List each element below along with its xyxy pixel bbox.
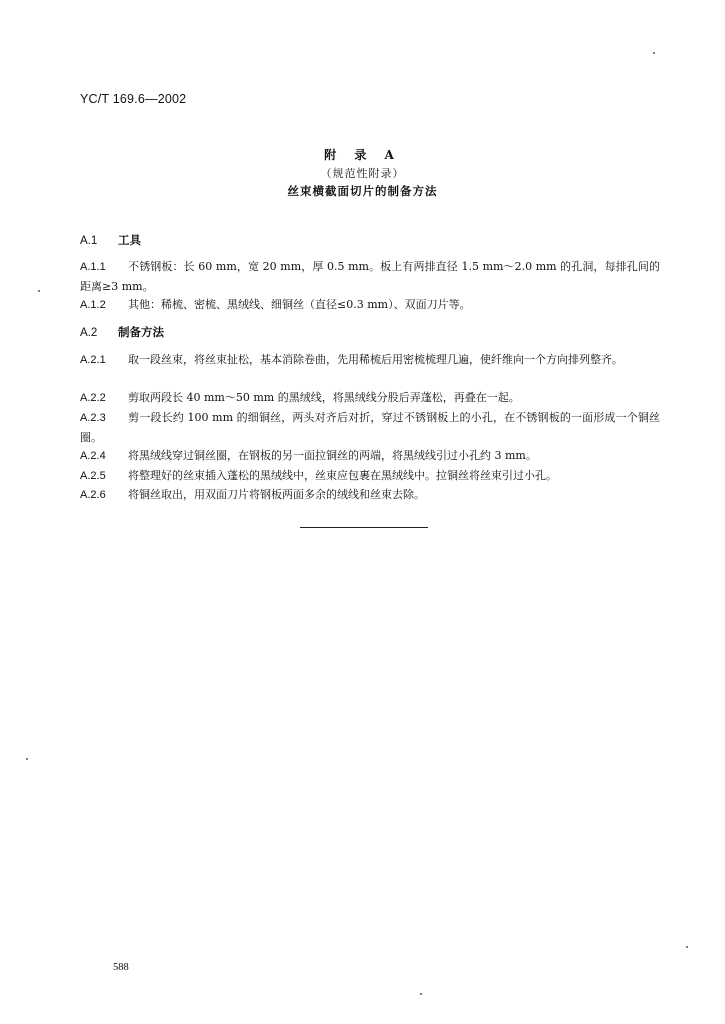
clause-a-2-2 xyxy=(80,388,660,408)
clause-text: 取一段丝束，将丝束扯松，基本消除卷曲，先用稀梳后用密梳梳理几遍，使纤维向一个方向排列整齐。 xyxy=(128,353,623,366)
clause-number: A.2.4 xyxy=(80,450,106,462)
scan-speck xyxy=(26,758,28,760)
page-number: 588 xyxy=(113,962,129,973)
clause-text: 不锈钢板：长 60 mm，宽 20 mm，厚 0.5 mm。板上有两排直径 1.5 mm～2.0 mm 的孔洞，每排孔间的距离≥3 mm。 xyxy=(80,260,660,293)
scan-speck xyxy=(653,52,655,54)
clause-number: A.2.5 xyxy=(80,470,106,482)
clause-number: A.2.6 xyxy=(80,489,106,501)
section-heading-tools xyxy=(80,232,141,248)
clause-a-1-1 xyxy=(80,257,660,296)
clause-number: A.1.2 xyxy=(80,299,106,311)
section-number: A.1 xyxy=(80,235,98,247)
clause-text: 剪一段长约 100 mm 的细铜丝，两头对齐后对折，穿过不锈钢板上的小孔，在不锈钢板的一面形成一个铜丝圈。 xyxy=(80,411,660,444)
clause-text: 剪取两段长 40 mm～50 mm 的黑绒线，将黑绒线分股后弄蓬松，再叠在一起。 xyxy=(128,391,520,404)
clause-a-2-1 xyxy=(80,350,660,370)
clause-number: A.2.2 xyxy=(80,392,106,404)
clause-number: A.2.1 xyxy=(80,354,106,366)
clause-text: 其他：稀梳、密梳、黑绒线、细铜丝（直径≤0.3 mm）、双面刀片等。 xyxy=(128,298,471,311)
clause-text: 将铜丝取出，用双面刀片将钢板两面多余的绒线和丝束去除。 xyxy=(128,488,425,501)
clause-a-2-6 xyxy=(80,485,660,505)
scan-speck xyxy=(38,290,40,292)
section-title: 工具 xyxy=(118,233,141,247)
end-of-text-rule xyxy=(300,527,428,528)
section-title: 制备方法 xyxy=(118,325,164,339)
clause-a-2-3 xyxy=(80,408,660,447)
section-number: A.2 xyxy=(80,327,98,339)
clause-a-2-4 xyxy=(80,446,660,466)
clause-a-2-5 xyxy=(80,466,660,486)
clause-a-1-2 xyxy=(80,295,660,315)
annex-type: （规范性附录） xyxy=(320,167,405,180)
scan-speck xyxy=(420,993,422,995)
annex-title: 附 录 A xyxy=(324,148,401,162)
section-heading-method xyxy=(80,324,164,340)
annex-name: 丝束横截面切片的制备方法 xyxy=(287,184,438,198)
clause-text: 将黑绒线穿过铜丝圈，在钢板的另一面拉铜丝的两端，将黑绒线引过小孔约 3 mm。 xyxy=(128,449,537,462)
scan-speck xyxy=(686,946,688,948)
clause-number: A.2.3 xyxy=(80,412,106,424)
clause-text: 将整理好的丝束插入蓬松的黑绒线中，丝束应包裹在黑绒线中。拉铜丝将丝束引过小孔。 xyxy=(128,469,557,482)
standard-code: YC/T 169.6—2002 xyxy=(80,92,187,106)
clause-number: A.1.1 xyxy=(80,261,106,273)
